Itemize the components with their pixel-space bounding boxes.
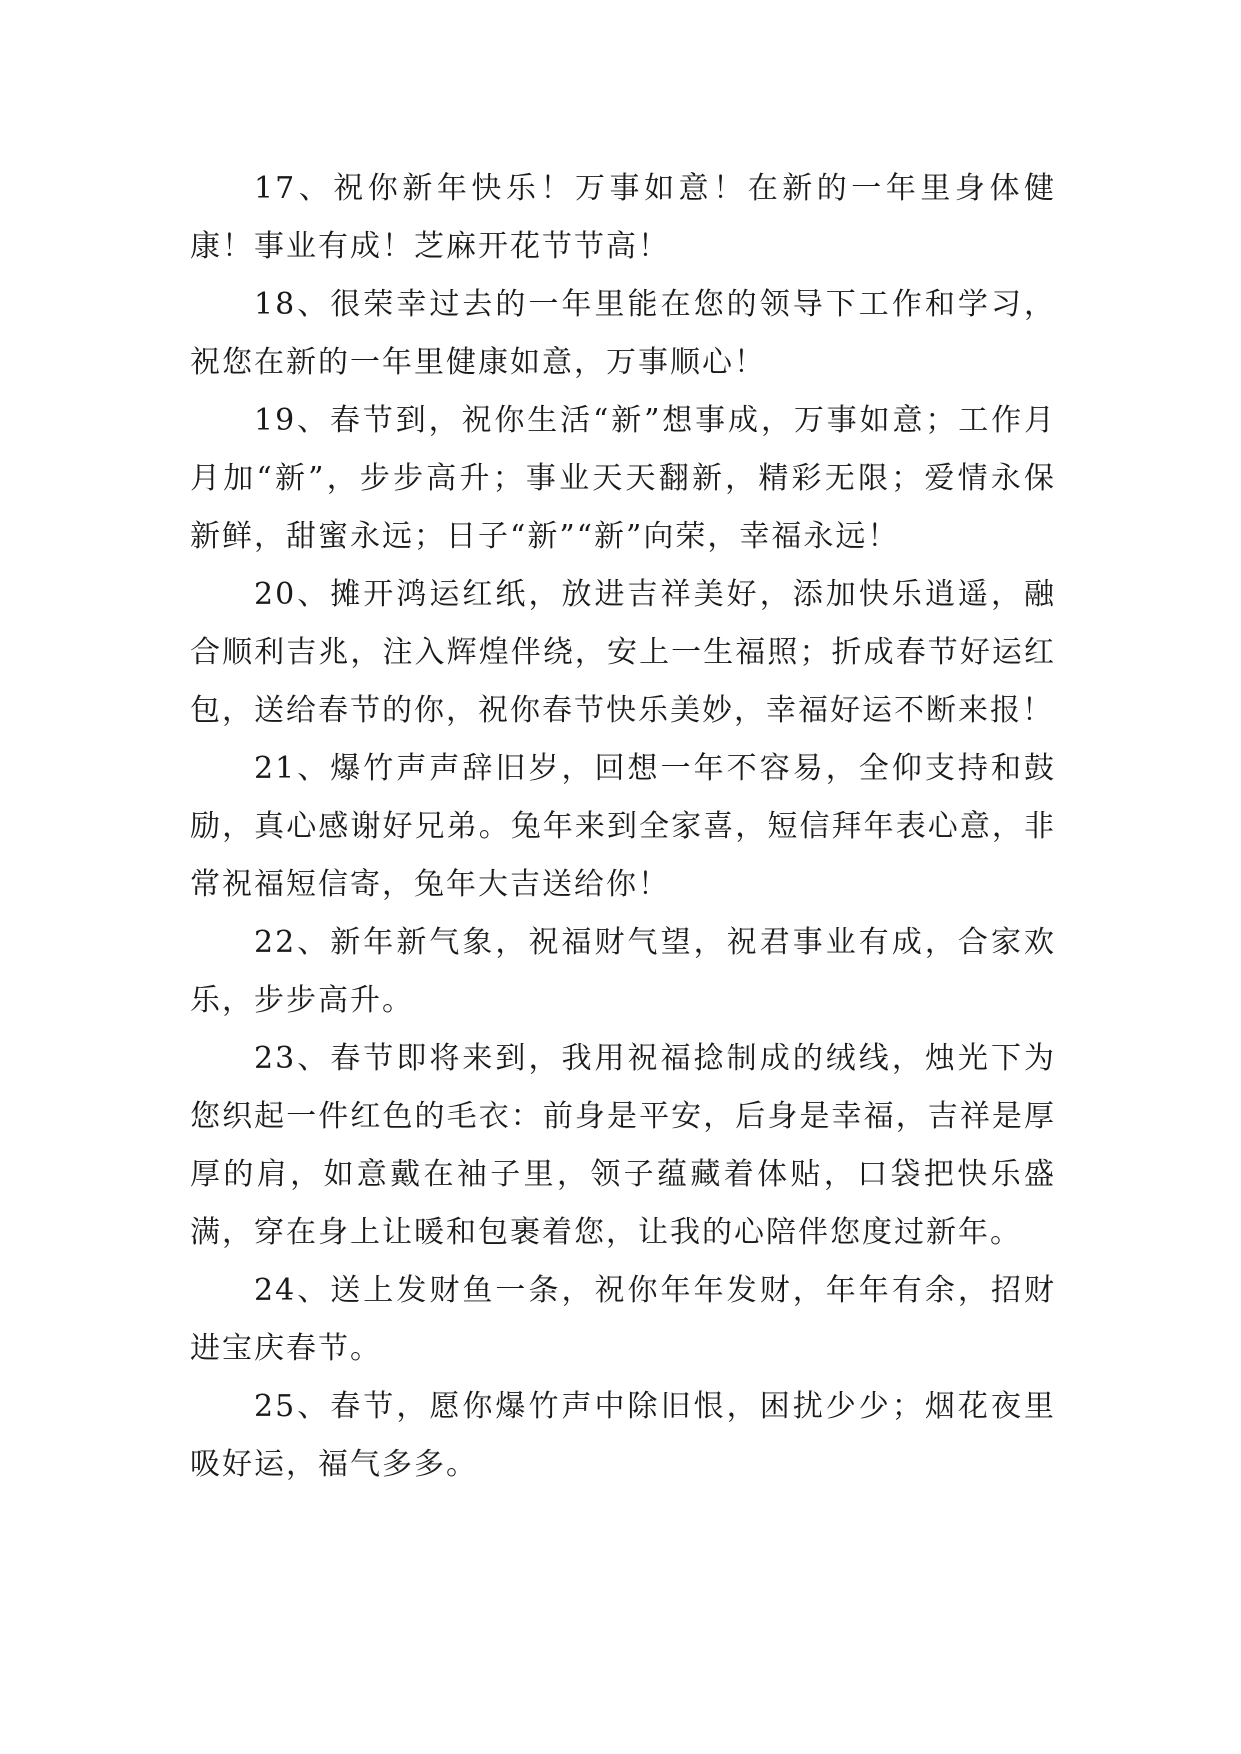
paragraph-22: 22、新年新气象，祝福财气望，祝君事业有成，合家欢乐，步步高升。	[190, 925, 1056, 1018]
paragraph-21: 21、爆竹声声辞旧岁，回想一年不容易，全仰支持和鼓励，真心感谢好兄弟。兔年来到全家喜，短信拜年表心意，非常祝福短信寄，兔年大吉送给你！	[190, 751, 1056, 902]
paragraph-18: 18、很荣幸过去的一年里能在您的领导下工作和学习，祝您在新的一年里健康如意，万事顺心！	[190, 287, 1056, 380]
paragraph-19: 19、春节到，祝你生活“新”想事成，万事如意；工作月月加“新”，步步高升；事业天天翻新，精彩无限；爱情永保新鲜，甜蜜永远；日子“新”“新”向荣，幸福永远！	[190, 403, 1056, 554]
paragraph-24: 24、送上发财鱼一条，祝你年年发财，年年有余，招财进宝庆春节。	[190, 1273, 1056, 1366]
paragraph-23: 23、春节即将来到，我用祝福捻制成的绒线，烛光下为您织起一件红色的毛衣：前身是平安，后身是幸福，吉祥是厚厚的肩，如意戴在袖子里，领子蕴藏着体贴，口袋把快乐盛满，穿在身上让暖和包裹着您，让我的心陪伴您度过新年。	[190, 1041, 1056, 1250]
paragraph-20: 20、摊开鸿运红纸，放进吉祥美好，添加快乐逍遥，融合顺利吉兆，注入辉煌伴绕，安上一生福照；折成春节好运红包，送给春节的你，祝你春节快乐美妙，幸福好运不断来报！	[190, 577, 1056, 728]
paragraph-17: 17、祝你新年快乐！万事如意！在新的一年里身体健康！事业有成！芝麻开花节节高！	[190, 171, 1056, 264]
paragraph-25: 25、春节，愿你爆竹声中除旧恨，困扰少少；烟花夜里吸好运，福气多多。	[190, 1389, 1056, 1482]
document-body	[190, 160, 1056, 1494]
